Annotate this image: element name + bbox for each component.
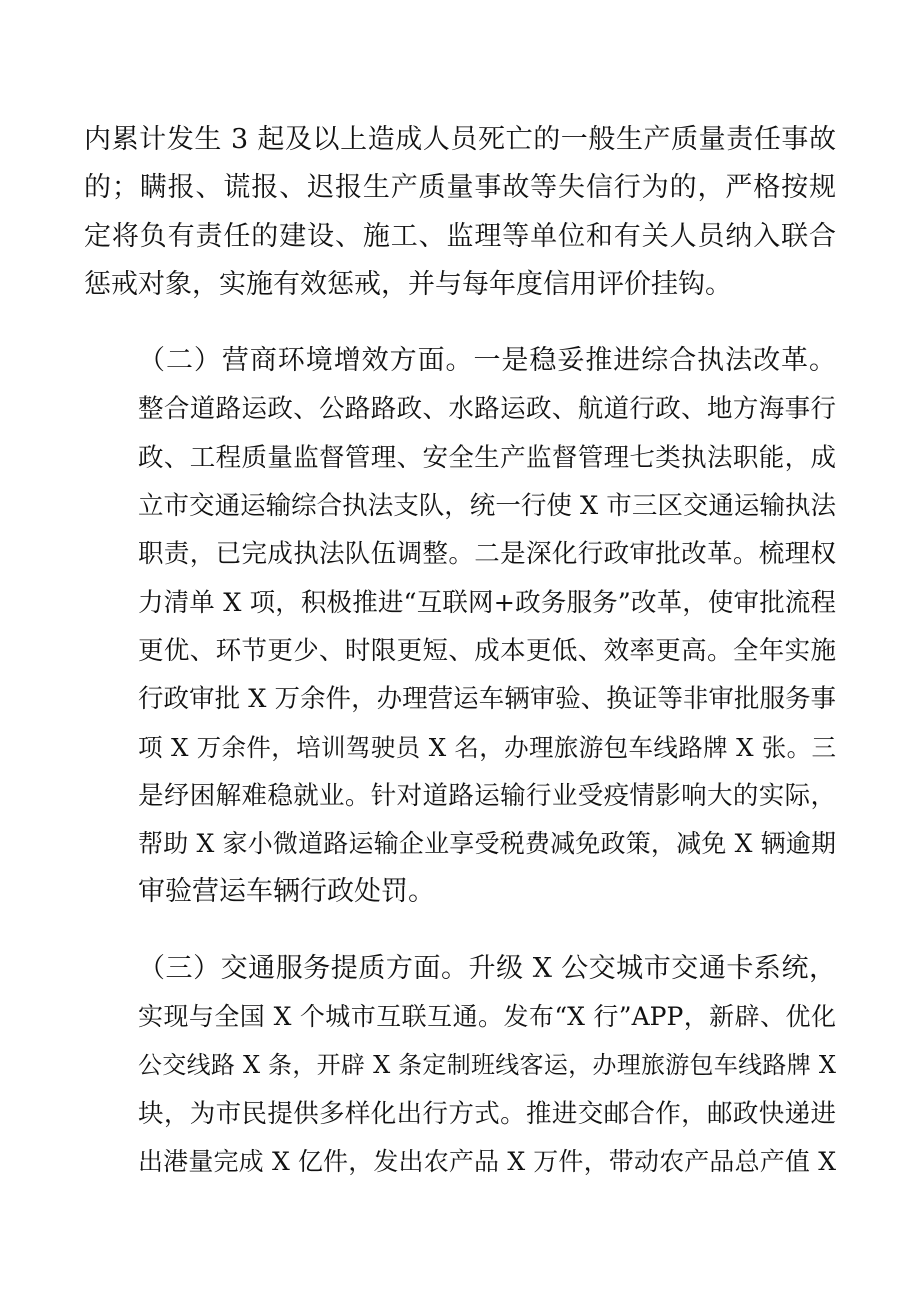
document-body <box>84 116 836 1186</box>
text-line: 惩戒对象，实施有效惩戒，并与每年度信用评价挂钩。 <box>84 268 732 300</box>
text-line: 出港量完成 X 亿件，发出农产品 X 万件，带动农产品总产值 X <box>138 1146 836 1176</box>
text-line: 政、工程质量监督管理、安全生产监督管理七类执法职能，成 <box>138 442 836 473</box>
text-line: 公交线路 X 条，开辟 X 条定制班线客运，办理旅游包车线路牌 X <box>138 1051 836 1080</box>
text-line: 行政审批 X 万余件，办理营运车辆审验、换证等非审批服务事 <box>138 684 836 715</box>
text-line: 更优、环节更少、时限更短、成本更低、效率更高。全年实施 <box>138 635 836 666</box>
text-line: 块，为市民提供多样化出行方式。推进交邮合作，邮政快递进 <box>138 1098 836 1129</box>
text-line: 职责，已完成执法队伍调整。二是深化行政审批改革。梳理权 <box>138 539 836 570</box>
paragraph-business-environment <box>84 337 836 917</box>
text-line: 内累计发生 3 起及以上造成人员死亡的一般生产质量责任事故 <box>84 124 836 155</box>
paragraph-gap <box>84 917 836 945</box>
text-line: 审验营运车辆行政处罚。 <box>138 876 435 908</box>
text-line: 的；瞒报、谎报、迟报生产质量事故等失信行为的，严格按规 <box>84 172 836 204</box>
text-line: 实现与全国 X 个城市互联互通。发布“X 行”APP，新辟、优化 <box>138 1002 836 1032</box>
text-line: 立市交通运输综合执法支队，统一行使 X 市三区交通运输执法 <box>138 491 836 522</box>
text-line: 项 X 万余件，培训驾驶员 X 名，办理旅游包车线路牌 X 张。三 <box>138 732 836 762</box>
text-line: （三）交通服务提质方面。升级 X 公交城市交通卡系统， <box>138 952 836 984</box>
paragraph-continued <box>84 116 836 309</box>
text-line: 帮助 X 家小微道路运输企业享受税费减免政策，减免 X 辆逾期 <box>138 829 836 859</box>
text-line: 定将负有责任的建设、施工、监理等单位和有关人员纳入联合 <box>84 220 836 252</box>
text-line: 力清单 X 项，积极推进“互联网+政务服务”改革，使审批流程 <box>138 587 836 618</box>
text-line: 是纾困解难稳就业。针对道路运输行业受疫情影响大的实际， <box>138 780 836 811</box>
paragraph-transport-service <box>84 945 836 1186</box>
paragraph-gap <box>84 309 836 337</box>
text-line: （二）营商环境增效方面。一是稳妥推进综合执法改革。 <box>138 345 836 377</box>
text-line: 整合道路运政、公路路政、水路运政、航道行政、地方海事行 <box>138 394 836 425</box>
